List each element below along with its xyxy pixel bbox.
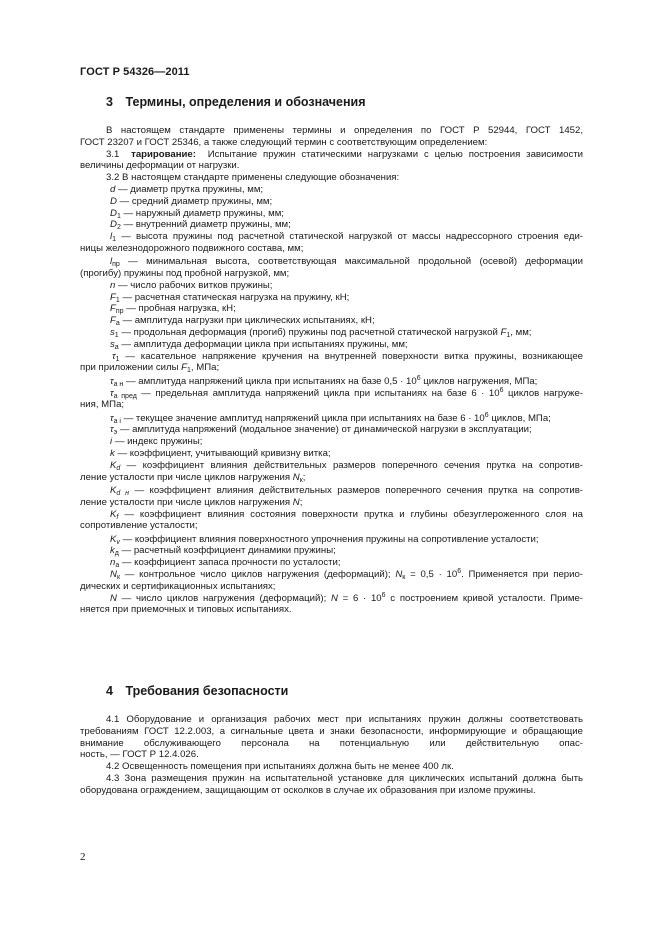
symbol-Fpr: $F_{пр}$ — пробная нагрузка, кН; bbox=[110, 303, 236, 316]
symbol-i: i — индекс пружины; bbox=[110, 436, 203, 448]
symbol-tau1-line-1: $\tau_1$ — касательное напряжение кручения на внутренней поверхности витка пружины, возникающее bbox=[112, 350, 583, 363]
symbol-D2: $D_2$ — внутренний диаметр пружины, мм; bbox=[110, 219, 291, 232]
clause-3-2: 3.2 В настоящем стандарте применены следующие обозначения: bbox=[106, 172, 400, 184]
page-number: 2 bbox=[80, 851, 86, 863]
symbol-D: D — средний диаметр пружины, мм; bbox=[110, 195, 273, 207]
symbol-l1-line-2: ницы железнодорожного подвижного состава, мм; bbox=[80, 242, 304, 254]
clause-4-1-line-2: требованиям ГОСТ 12.2.003, а сигнальные цвета и знаки безопасности, информирующие и обращающие bbox=[80, 725, 583, 737]
symbol-Nk-line-2: дических и сертификационных испытаниях; bbox=[80, 580, 276, 592]
symbol-Kv: $K_v$ — коэффициент влияния поверхностного упрочнения пружины на сопротивление усталости; bbox=[110, 533, 539, 546]
section-3-title: Термины, определения и обозначения bbox=[125, 95, 366, 109]
clause-4-3-line-1: 4.3 Зона размещения пружин на испытательной установке для циклических испытаний должна быть bbox=[106, 772, 583, 784]
symbol-tau-ai: $\tau_{а i}$ — текущее значение амплитуд напряжений цикла при испытаниях на базе $6 \cdot 10^6$ циклов, МПа; bbox=[110, 411, 551, 425]
section-4-body bbox=[80, 714, 583, 797]
symbol-Kf-line-2: сопротивление усталости; bbox=[80, 520, 198, 532]
intro-line-2: ГОСТ 23207 и ГОСТ 25346, а также следующий термин с соответствующим определением: bbox=[80, 136, 488, 148]
symbol-Kd-line-2: ление усталости при числе циклов нагружения $N_к$; bbox=[80, 471, 306, 484]
clause-3-1-line-2: величины деформации от нагрузки. bbox=[80, 160, 240, 172]
symbol-tau-pred-line-1: $\tau_{а пред}$ — предельная амплитуда напряжений цикла при испытаниях на базе $6 \cdot 10^6$ циклов нагруже- bbox=[110, 386, 583, 400]
clause-4-3-line-2: оборудована ограждением, защищающим от осколков в случае их образования при изломе пружины. bbox=[80, 784, 536, 796]
clause-4-1-line-4: ность, — ГОСТ Р 12.4.026. bbox=[80, 749, 199, 761]
symbol-Kdn-line-1: $K_{d н}$ — коэффициент влияния действительных размеров поперечного сечения прутка на сопротив- bbox=[110, 484, 583, 497]
clause-3-1-line-1: 3.1 тарирование: Испытание пружин статическими нагрузками с целью построения зависимости bbox=[106, 148, 583, 160]
symbol-D1: $D_1$ — наружный диаметр пружины, мм; bbox=[110, 207, 284, 220]
section-4-title: Требования безопасности bbox=[125, 684, 289, 698]
clause-4-2: 4.2 Освещенность помещения при испытаниях должна быть не менее 400 лк. bbox=[106, 761, 454, 773]
symbol-tau-pred-line-2: ния, МПа; bbox=[80, 399, 125, 411]
section-3-number: 3 bbox=[106, 95, 113, 109]
symbol-lpr-line-2: (прогибу) пружины под пробной нагрузкой, мм; bbox=[80, 268, 290, 280]
symbol-na: $n_a$ — коэффициент запаса прочности по усталости; bbox=[110, 557, 341, 570]
symbol-F1: $F_1$ — расчетная статическая нагрузка на пружину, кН; bbox=[110, 291, 350, 304]
symbol-kd: $k_д$ — расчетный коэффициент динамики пружины; bbox=[110, 545, 336, 558]
section-4-number: 4 bbox=[106, 684, 113, 698]
symbol-N-line-1: N — число циклов нагружения (деформаций); $N = 6 \cdot 10^6$ с построением кривой усталости. Приме- bbox=[110, 591, 583, 604]
symbol-tau-a-n: $\tau_{а н}$ — амплитуда напряжений цикла при испытаниях на базе $0,5 \cdot 10^6$ циклов нагружения, МПа; bbox=[110, 374, 538, 388]
symbol-sa: $s_a$ — амплитуда деформации цикла при испытаниях пружины, мм; bbox=[110, 338, 408, 351]
symbol-lpr-line-1: $l_{пр}$ — минимальная высота, соответствующая максимальной продольной (осевой) деформации bbox=[110, 256, 583, 269]
symbol-Kd-line-1: $K_d$ — коэффициент влияния действительных размеров поперечного сечения прутка на сопротив- bbox=[110, 459, 583, 472]
symbol-l1-line-1: $l_1$ — высота пружины под расчетной статической нагрузкой от массы надрессорного строения еди- bbox=[110, 231, 584, 244]
document-header: ГОСТ Р 54326—2011 bbox=[80, 66, 190, 78]
symbol-tau-e: $\tau_э$ — амплитуда напряжений (модальное значение) от динамической нагрузки в эксплуатации; bbox=[110, 424, 532, 437]
term-tarirovanie: тарирование: bbox=[131, 148, 196, 160]
intro-line-1: В настоящем стандарте применены термины и определения по ГОСТ Р 52944, ГОСТ 1452, bbox=[106, 125, 583, 136]
symbol-N-line-2: няется при приемочных и типовых испытаниях. bbox=[80, 604, 292, 616]
symbol-Kdn-line-2: ление усталости при числе циклов нагружения N; bbox=[80, 496, 303, 508]
clause-4-1-line-3: внимание обслуживающего персонала на потенциальную или действительную опас- bbox=[80, 737, 583, 749]
symbol-k: k — коэффициент, учитывающий кривизну витка; bbox=[110, 448, 331, 460]
symbol-s1: $s_1$ — продольная деформация (прогиб) пружины под расчетной статической нагрузкой $F_1$, мм; bbox=[110, 327, 532, 340]
section-4-heading bbox=[106, 684, 288, 698]
symbol-Fa: $F_a$ — амплитуда нагрузки при циклических испытаниях, кН; bbox=[110, 315, 375, 328]
symbol-Kf-line-1: $K_f$ — коэффициент влияния состояния поверхности прутка и глубины обезуглероженного слоя на bbox=[110, 508, 583, 521]
symbol-tau1-line-2: при приложении силы $F_1$, МПа; bbox=[80, 362, 220, 375]
symbol-Nk-line-1: $N_к$ — контрольное число циклов нагружения (деформаций); $N_к = 0,5 \cdot 10^6$. Применяется при перио- bbox=[110, 567, 584, 581]
symbol-d: d — диаметр прутка пружины, мм; bbox=[110, 183, 264, 195]
section-3-heading bbox=[106, 95, 366, 109]
section-3-body bbox=[80, 125, 583, 616]
clause-4-1-line-1: 4.1 Оборудование и организация рабочих мест при испытаниях пружин должны соответствовать bbox=[106, 714, 583, 725]
symbol-n: n — число рабочих витков пружины; bbox=[110, 279, 273, 291]
